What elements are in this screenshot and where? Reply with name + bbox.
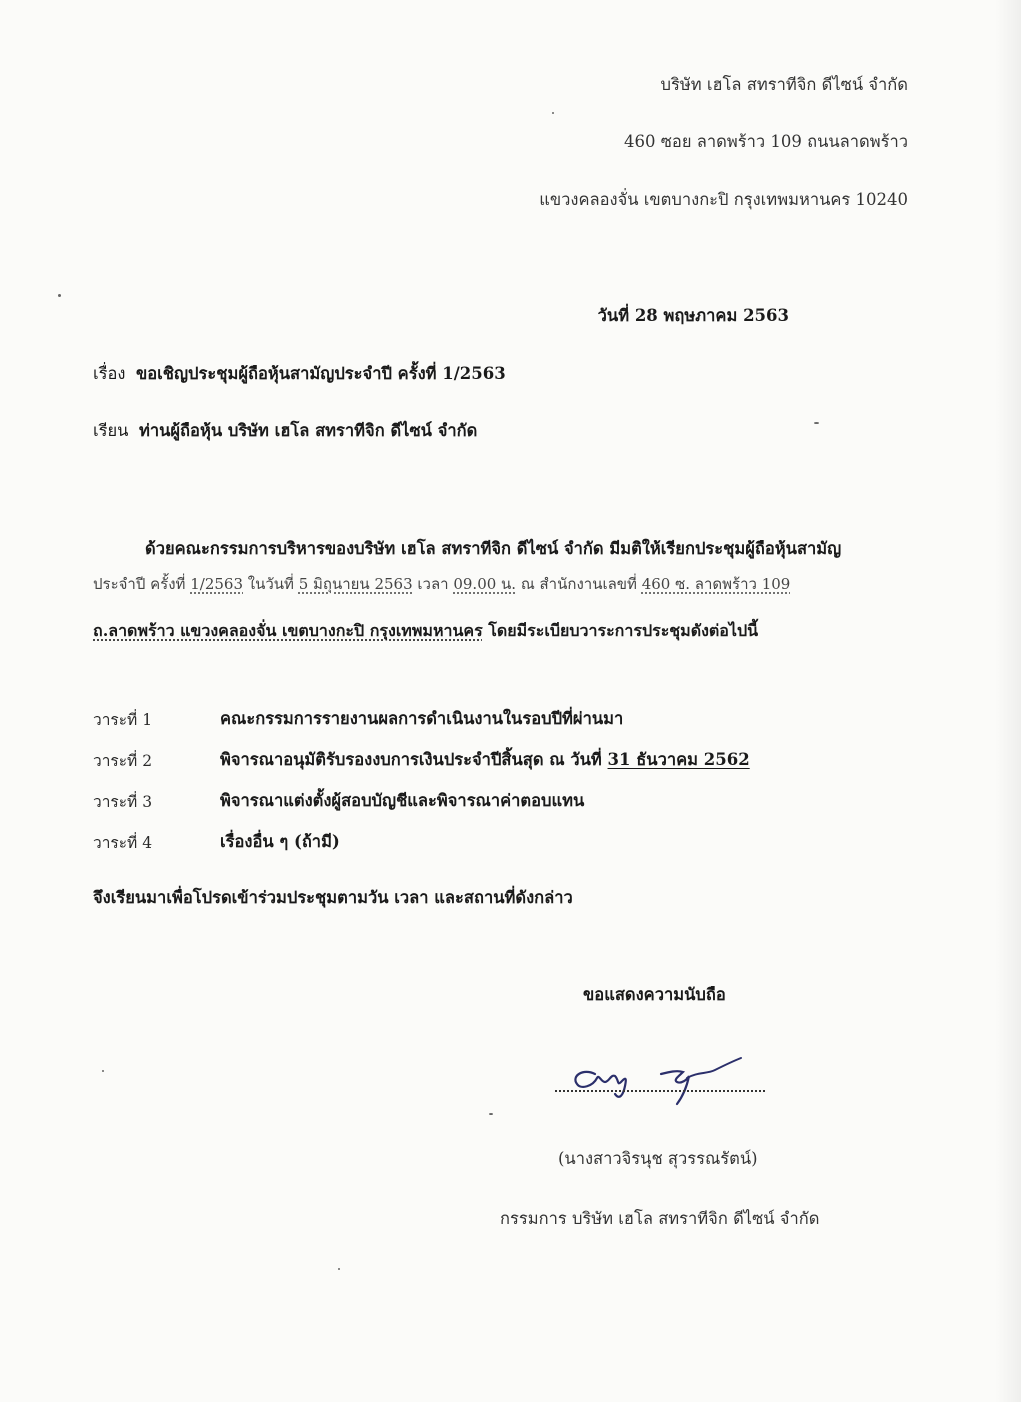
agenda-item-text: พิจารณาแต่งตั้งผู้สอบบัญชีและพิจารณาค่าตอบแทน — [220, 791, 585, 810]
body-text-fragment: โดยมีระเบียบวาระการประชุมดังต่อไปนี้ — [482, 621, 759, 640]
meeting-number: 1/2563 — [190, 575, 243, 593]
meeting-location: ถ.ลาดพร้าว แขวงคลองจั่น เขตบางกะปิ กรุงเทพมหานคร — [93, 621, 483, 640]
signatory-name: (นางสาวจิรนุช สุวรรณรัตน์) — [558, 1149, 758, 1168]
body-paragraph-line-2 — [93, 573, 790, 595]
company-name-header: บริษัท เฮโล สทราทีจิก ดีไซน์ จำกัด — [660, 75, 908, 94]
body-paragraph-line-3 — [93, 620, 758, 642]
address-line-1: 460 ซอย ลาดพร้าว 109 ถนนลาดพร้าว — [623, 132, 908, 151]
subject-label: เรื่อง — [93, 364, 126, 383]
signature-icon — [565, 1052, 755, 1112]
meeting-time: 09.00 น. — [453, 575, 517, 593]
agenda-text-fragment: พิจารณาอนุมัติรับรองงบการเงินประจำปีสิ้นสุด ณ วันที่ — [220, 750, 608, 769]
body-paragraph-line-1: ด้วยคณะกรรมการบริหารของบริษัท เฮโล สทราทีจิก ดีไซน์ จำกัด มีมติให้เรียกประชุมผู้ถือหุ้นสามัญ — [145, 539, 842, 558]
recipient-line — [93, 420, 477, 442]
scan-speck — [338, 1268, 340, 1270]
agenda-item-text: คณะกรรมการรายงานผลการดำเนินงานในรอบปีที่ผ่านมา — [220, 709, 624, 728]
agenda-number: วาระที่ 1 — [93, 711, 153, 729]
body-text-fragment: เวลา — [412, 575, 454, 593]
recipient-text: ท่านผู้ถือหุ้น บริษัท เฮโล สทราทีจิก ดีไซน์ จำกัด — [138, 421, 478, 440]
signature-line — [555, 1090, 765, 1092]
complimentary-close: ขอแสดงความนับถือ — [583, 985, 726, 1004]
scan-speck — [489, 1113, 493, 1115]
scan-speck — [814, 422, 819, 424]
office-address: 460 ซ. ลาดพร้าว 109 — [641, 575, 791, 593]
body-text-fragment: ณ สำนักงานเลขที่ — [516, 575, 642, 593]
fiscal-year-end-date: 31 ธันวาคม 2562 — [607, 750, 750, 769]
body-text-fragment: ประจำปี ครั้งที่ — [93, 575, 191, 593]
closing-sentence: จึงเรียนมาเพื่อโปรดเข้าร่วมประชุมตามวัน เวลา และสถานที่ดังกล่าว — [93, 888, 573, 907]
letter-date: วันที่ 28 พฤษภาคม 2563 — [597, 306, 789, 325]
agenda-number: วาระที่ 4 — [93, 834, 153, 852]
agenda-number: วาระที่ 2 — [93, 752, 153, 770]
scan-speck — [102, 1070, 104, 1072]
subject-line — [93, 363, 506, 385]
agenda-number: วาระที่ 3 — [93, 793, 153, 811]
address-line-2: แขวงคลองจั่น เขตบางกะปิ กรุงเทพมหานคร 10240 — [539, 190, 908, 209]
scan-speck — [58, 294, 61, 297]
subject-text: ขอเชิญประชุมผู้ถือหุ้นสามัญประจำปี ครั้งที่ 1/2563 — [135, 364, 506, 383]
meeting-date: 5 มิถุนายน 2563 — [298, 575, 413, 593]
agenda-item-text: เรื่องอื่น ๆ (ถ้ามี) — [220, 832, 340, 851]
scan-speck — [552, 112, 554, 114]
recipient-label: เรียน — [93, 421, 129, 440]
signatory-title: กรรมการ บริษัท เฮโล สทราทีจิก ดีไซน์ จำกัด — [500, 1209, 820, 1228]
agenda-item-text — [220, 747, 750, 773]
body-text-fragment: ในวันที่ — [243, 575, 299, 593]
scan-edge-shadow — [995, 0, 1021, 1402]
